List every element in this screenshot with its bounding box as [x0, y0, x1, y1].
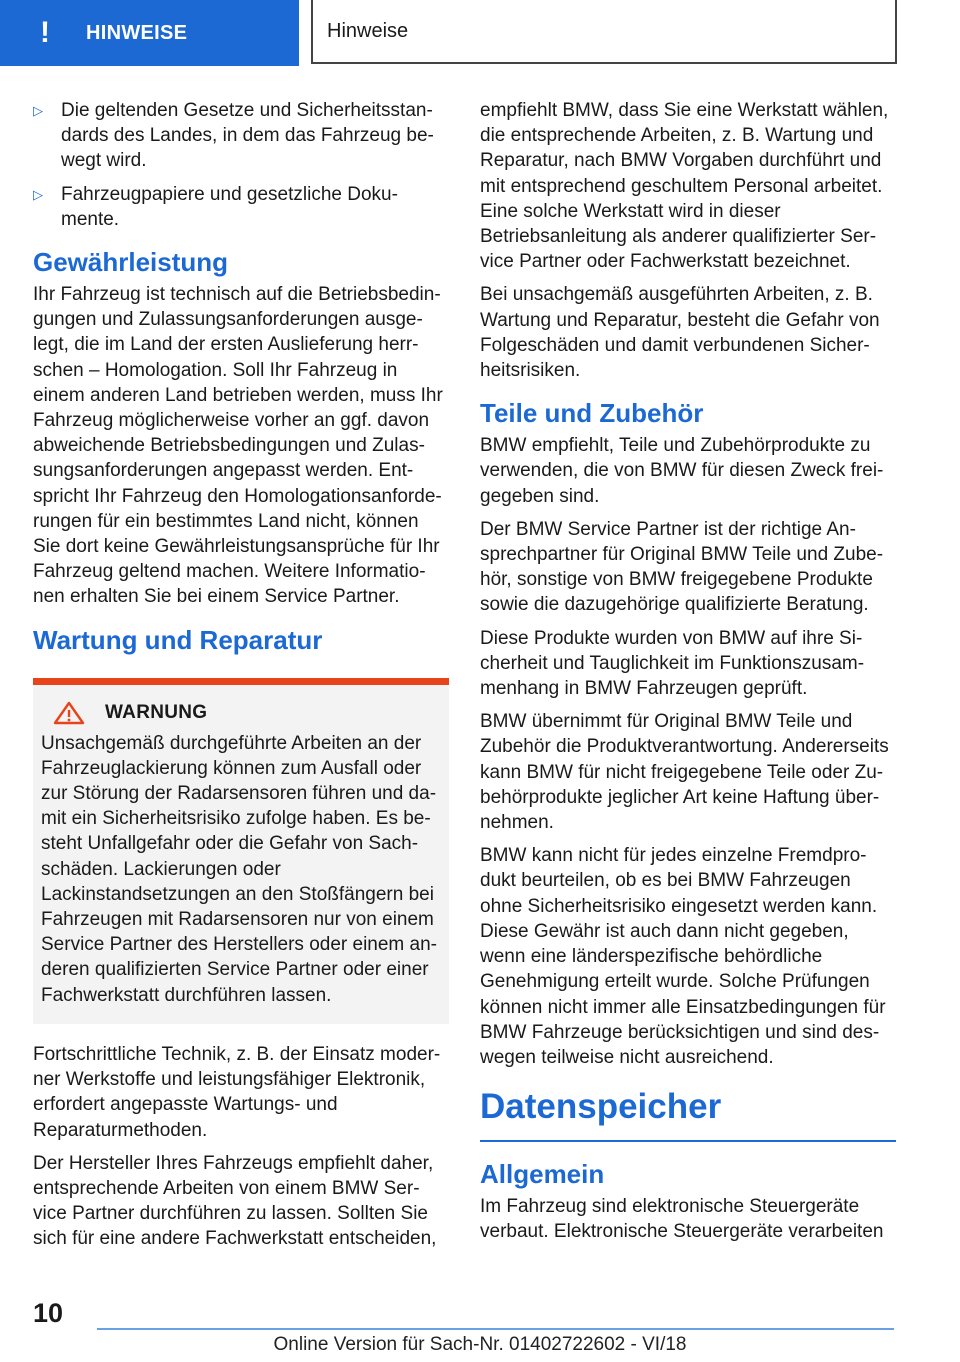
section-header-label: Hinweise [327, 19, 409, 42]
paragraph-folgeschaeden: Bei unsachgemäß ausgeführten Arbeiten, z. B. Wartung und Reparatur, besteht die Gefahr von Folgeschäden und damit verbundenen Sicher-heitsrisiken. [480, 284, 880, 382]
page-header [0, 0, 960, 66]
warning-triangle-icon [53, 701, 85, 725]
paragraph-teile-5: BMW kann nicht für jedes einzelne Fremdpro-dukt beurteilen, ob es bei BMW Fahrzeugen ohne Sicherheitsrisiko eingesetzt werden kann. Diese Gewähr ist auch dann nicht gegeben, wenn eine länderspezifische behördliche Genehmigung erteilt wurde. Solche Prüfungen können nicht immer alle Einsatzbedingungen für BMW Fahrzeuge berücksichtigen und sind des-wegen teilweise nicht ausreichend. [480, 845, 886, 1068]
warning-box [33, 678, 449, 1024]
triangle-bullet-icon: ▷ [33, 186, 43, 202]
list-item-text: Fahrzeugpapiere und gesetzliche Doku-mente. [61, 183, 398, 230]
paragraph-werkstatt: empfiehlt BMW, dass Sie eine Werkstatt wählen, die entsprechende Arbeiten, z. B. Wartung und Reparatur, nach BMW Vorgaben durchführt und mit entsprechend geschultem Personal arbeitet. Eine solche Werkstatt wird in dieser Betriebsanleitung als anderer qualifizierter Ser-vice Partner oder Fachwerkstatt bezeichnet. [480, 100, 889, 273]
list-item-text: Die geltenden Gesetze und Sicherheitsstan-dards des Landes, in dem das Fahrzeug be-wegt wird. [61, 100, 434, 172]
paragraph-technik: Fortschrittliche Technik, z. B. der Einsatz moder-ner Werkstoffe und leistungsfähiger Elektronik, erfordert angepasste Wartungs- und Reparaturmethoden. [33, 1043, 441, 1141]
heading-teile-zubehoer: Teile und Zubehör [480, 398, 704, 429]
section-header [311, 0, 897, 64]
footer-divider [97, 1328, 894, 1330]
warning-header [41, 701, 441, 725]
heading-wartung-reparatur: Wartung und Reparatur [33, 624, 323, 655]
heading-allgemein: Allgemein [480, 1159, 605, 1190]
heading-gewaehrleistung: Gewährleistung [33, 247, 229, 278]
heading-divider [480, 1140, 896, 1142]
chapter-tab[interactable] [0, 0, 299, 66]
paragraph-teile-3: Diese Produkte wurden von BMW auf ihre Si-cherheit und Tauglichkeit im Funktionszusam-menhang in BMW Fahrzeugen geprüft. [480, 627, 865, 700]
page-number: 10 [33, 1298, 64, 1328]
paragraph-allgemein: Im Fahrzeug sind elektronische Steuergeräte verbaut. Elektronische Steuergeräte verarbeiten [480, 1196, 884, 1243]
paragraph-gewaehrleistung: Ihr Fahrzeug ist technisch auf die Betriebsbedin-gungen und Zulassungsanforderungen ausge-legt, die im Land der ersten Auslieferung herr-schen – Homologation. Soll Ihr Fahrzeug in einem anderen Land betrieben werden, muss Ihr Fahrzeug möglicherweise vorher an ggf. davon abweichende Betriebsbedingungen und Zulas-sungsanforderungen angepasst werden. Ent-spricht Ihr Fahrzeug den Homologationsanforde-rungen für ein bestimmtes Land nicht, können Sie dort keine Gewährleistungsansprüche für Ihr Fahrzeug geltend machen. Weitere Informatio-nen erhalten Sie bei einem Service Partner. [33, 284, 443, 608]
left-column [33, 98, 449, 1260]
list-item [33, 182, 449, 232]
paragraph-teile-4: BMW übernimmt für Original BMW Teile und Zubehör die Produktverantwortung. Andererseits kann BMW für nicht freigegebene Teile oder Zu-behörprodukte jeglicher Art keine Haftung über-nehmen. [480, 711, 889, 834]
paragraph-teile-1: BMW empfiehlt, Teile und Zubehörprodukte zu verwenden, die von BMW für diesen Zweck frei-gegeben sind. [480, 435, 884, 507]
paragraph-hersteller: Der Hersteller Ihres Fahrzeugs empfiehlt daher, entsprechende Arbeiten von einem BMW Ser-vice Partner durchführen zu lassen. Sollten Sie sich für eine andere Fachwerkstatt entscheiden, [33, 1152, 437, 1250]
heading-datenspeicher: Datenspeicher [480, 1087, 722, 1127]
chapter-tab-label: HINWEISE [86, 21, 188, 44]
warning-text: Unsachgemäß durchgeführte Arbeiten an der Fahrzeuglackierung können zum Ausfall oder zur Störung der Radarsensoren führen und da-mit ein Sicherheitsrisiko zufolge haben. Es be-steht Unfallgefahr oder die Gefahr von Sach-schäden. Lackierungen oder Lackinstandsetzungen an den Stoßfängern bei Fahrzeugen mit Radarsensoren nur von einem Service Partner des Herstellers oder einem an-deren qualifizierten Service Partner oder einer Fachwerkstatt durchführen lassen. [41, 732, 438, 1006]
exclamation-icon: ! [40, 16, 50, 49]
footer-version-text: Online Version für Sach-Nr. 01402722602 - VI/18 [273, 1334, 687, 1355]
right-column [480, 98, 896, 1253]
triangle-bullet-icon: ▷ [33, 103, 43, 118]
list-item [33, 98, 449, 174]
warning-title: WARNUNG [105, 701, 208, 723]
paragraph-teile-2: Der BMW Service Partner ist der richtige An-sprechpartner für Original BMW Teile und Zube-hör, sonstige von BMW freigegebene Produkte sowie die dazugehörige qualifizierte Beratung. [480, 518, 884, 616]
